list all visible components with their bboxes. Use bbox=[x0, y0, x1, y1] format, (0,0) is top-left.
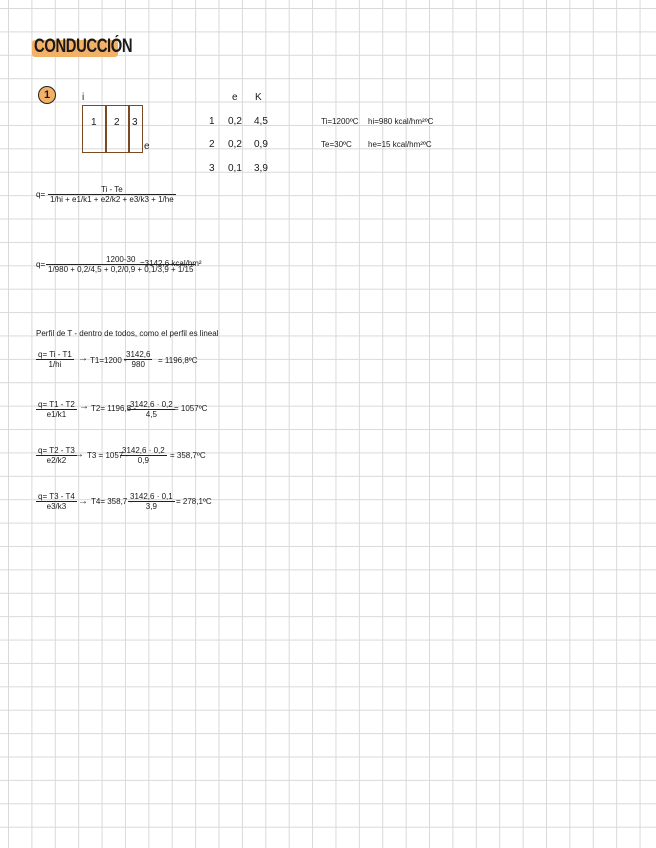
page-title: CONDUCCIÓN bbox=[34, 36, 133, 57]
wall-layer-3 bbox=[128, 105, 143, 153]
diagram-label-e: e bbox=[144, 141, 150, 152]
table-row-1-k: 4,5 bbox=[254, 116, 268, 127]
layer-label-3: 3 bbox=[132, 117, 138, 128]
step-3-expr: T3 = 1057 - bbox=[87, 451, 129, 460]
step-1-result: = 1196,8ºC bbox=[158, 356, 198, 365]
step-4-expr: T4= 358,7 - bbox=[91, 497, 133, 506]
table-row-1-e: 0,2 bbox=[228, 116, 242, 127]
table-row-3-n: 3 bbox=[209, 163, 215, 174]
step-2-result: = 1057ºC bbox=[174, 404, 208, 413]
numeric-q-label: q= bbox=[36, 260, 46, 269]
table-header-k: K bbox=[255, 92, 262, 103]
general-formula-denominator: 1/hi + e1/k1 + e2/k2 + e3/k3 + 1/he bbox=[50, 195, 174, 204]
table-row-1-n: 1 bbox=[209, 116, 215, 127]
numeric-formula-result: =3142,6 kcal/hm² bbox=[140, 259, 202, 268]
wall-layer-1 bbox=[82, 105, 107, 153]
step-1-fraction: $\frac{3142,6}{980}$ bbox=[126, 350, 151, 369]
step-4-result: = 278,1ºC bbox=[176, 497, 212, 506]
general-formula-fraction bbox=[48, 185, 176, 204]
numeric-formula-denominator: 1/980 + 0,2/4,5 + 0,2/0,9 + 0,1/3,9 + 1/15 bbox=[48, 265, 194, 274]
step-1-lhs: $\frac{q= Ti - T1}{1/hi}$ bbox=[38, 350, 72, 369]
table-row-2-k: 0,9 bbox=[254, 139, 268, 150]
step-2-expr: T2= 1196,8 - bbox=[91, 404, 136, 413]
step-3-lhs: $\frac{q= T2 - T3}{e2/k2}$ bbox=[38, 446, 75, 465]
table-header-e: e bbox=[232, 92, 238, 103]
general-formula-numerator: Ti - Te bbox=[100, 185, 123, 194]
table-row-3-k: 3,9 bbox=[254, 163, 268, 174]
step-3-fraction: $\frac{3142,6 \cdot 0,2}{0,9}$ bbox=[122, 446, 165, 465]
condition-he: he=15 kcal/hm²ºC bbox=[368, 140, 432, 149]
layer-label-2: 2 bbox=[114, 117, 120, 128]
step-2-arrow: → bbox=[79, 401, 89, 412]
step-4-lhs: $\frac{q= T3 - T4}{e3/k3}$ bbox=[38, 492, 75, 511]
problem-number-badge: 1 bbox=[38, 86, 56, 104]
step-1-expr: T1=1200 - bbox=[90, 356, 127, 365]
table-row-3-e: 0,1 bbox=[228, 163, 242, 174]
table-row-2-e: 0,2 bbox=[228, 139, 242, 150]
formula-q-label: q= bbox=[36, 190, 46, 199]
step-2-lhs: $\frac{q= T1 - T2}{e1/k1}$ bbox=[38, 400, 75, 419]
step-4-arrow: → bbox=[78, 496, 88, 507]
condition-ti: Ti=1200ºC bbox=[321, 117, 359, 126]
condition-hi: hi=980 kcal/hm²ºC bbox=[368, 117, 434, 126]
perfil-text: Perfil de T - dentro de todos, como el perfil es lineal bbox=[36, 329, 219, 338]
layer-label-1: 1 bbox=[91, 117, 97, 128]
condition-te: Te=30ºC bbox=[321, 140, 352, 149]
step-4-fraction: $\frac{3142,6 \cdot 0,1}{3,9}$ bbox=[130, 492, 173, 511]
step-3-arrow: → bbox=[74, 449, 84, 460]
step-2-fraction: $\frac{3142,6 \cdot 0,2}{4,5}$ bbox=[130, 400, 173, 419]
step-3-result: = 358,7ºC bbox=[170, 451, 206, 460]
table-row-2-n: 2 bbox=[209, 139, 215, 150]
wall-layer-2 bbox=[105, 105, 130, 153]
numeric-formula-numerator: 1200-30 bbox=[106, 255, 136, 264]
step-1-arrow: → bbox=[78, 353, 88, 364]
diagram-label-i: i bbox=[82, 92, 85, 103]
